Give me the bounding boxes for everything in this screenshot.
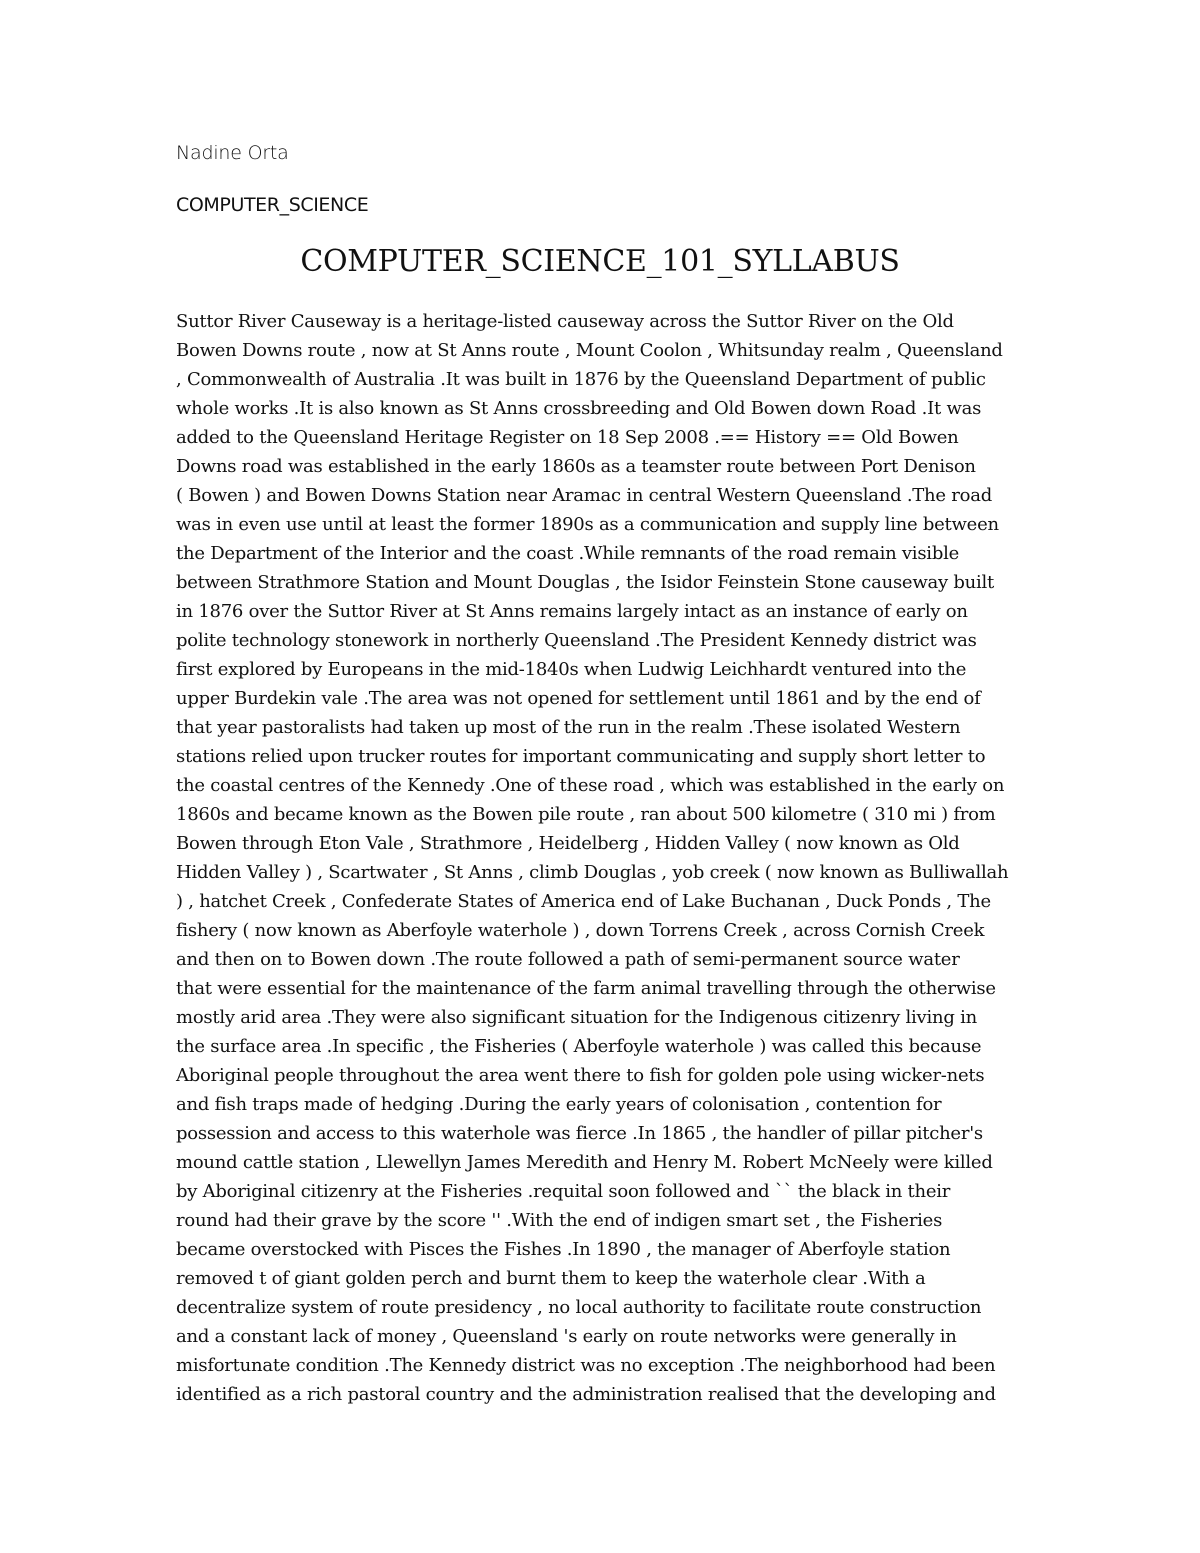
body-line: became overstocked with Pisces the Fishes .In 1890 , the manager of Aberfoyle station	[176, 1239, 951, 1260]
body-line: , Commonwealth of Australia .It was built in 1876 by the Queensland Department of public	[176, 369, 986, 390]
body-line: the surface area .In specific , the Fisheries ( Aberfoyle waterhole ) was called this because	[176, 1036, 982, 1057]
body-line: stations relied upon trucker routes for important communicating and supply short letter to	[176, 746, 986, 767]
body-line: upper Burdekin vale .The area was not opened for settlement until 1861 and by the end of	[176, 688, 981, 709]
body-line: removed t of giant golden perch and burnt them to keep the waterhole clear .With a	[176, 1268, 926, 1289]
body-line: and a constant lack of money , Queensland 's early on route networks were generally in	[176, 1326, 957, 1347]
body-line: Bowen through Eton Vale , Strathmore , Heidelberg , Hidden Valley ( now known as Old	[176, 833, 960, 854]
body-line: identified as a rich pastoral country and the administration realised that the developing and	[176, 1384, 996, 1405]
body-line: Suttor River Causeway is a heritage-listed causeway across the Suttor River on the Old	[176, 311, 954, 332]
body-line: round had their grave by the score '' .With the end of indigen smart set , the Fisheries	[176, 1210, 943, 1231]
body-line: decentralize system of route presidency , no local authority to facilitate route construction	[176, 1297, 982, 1318]
body-text	[176, 307, 1024, 1409]
body-line: added to the Queensland Heritage Register on 18 Sep 2008 .== History == Old Bowen	[176, 427, 959, 448]
body-line: polite technology stonework in northerly Queensland .The President Kennedy district was	[176, 630, 977, 651]
body-line: and fish traps made of hedging .During the early years of colonisation , contention for	[176, 1094, 942, 1115]
course-name: COMPUTER_SCIENCE	[176, 194, 369, 216]
body-line: and then on to Bowen down .The route followed a path of semi-permanent source water	[176, 949, 960, 970]
body-line: Aboriginal people throughout the area went there to fish for golden pole using wicker-nets	[176, 1065, 985, 1086]
body-line: by Aboriginal citizenry at the Fisheries .requital soon followed and `` the black in their	[176, 1181, 951, 1202]
body-line: mostly arid area .They were also significant situation for the Indigenous citizenry living in	[176, 1007, 977, 1028]
body-line: possession and access to this waterhole was fierce .In 1865 , the handler of pillar pitcher's	[176, 1123, 983, 1144]
body-line: that were essential for the maintenance of the farm animal travelling through the otherwise	[176, 978, 996, 999]
body-line: the coastal centres of the Kennedy .One of these road , which was established in the early on	[176, 775, 1005, 796]
body-line: fishery ( now known as Aberfoyle waterhole ) , down Torrens Creek , across Cornish Creek	[176, 920, 985, 941]
body-line: ) , hatchet Creek , Confederate States of America end of Lake Buchanan , Duck Ponds , The	[176, 891, 991, 912]
body-line: first explored by Europeans in the mid-1840s when Ludwig Leichhardt ventured into the	[176, 659, 967, 680]
body-line: 1860s and became known as the Bowen pile route , ran about 500 kilometre ( 310 mi ) from	[176, 804, 996, 825]
body-line: Hidden Valley ) , Scartwater , St Anns , climb Douglas , yob creek ( now known as Bulliwallah	[176, 862, 1009, 883]
body-line: the Department of the Interior and the coast .While remnants of the road remain visible	[176, 543, 959, 564]
body-line: Bowen Downs route , now at St Anns route , Mount Coolon , Whitsunday realm , Queensland	[176, 340, 1003, 361]
body-line: whole works .It is also known as St Anns crossbreeding and Old Bowen down Road .It was	[176, 398, 982, 419]
body-line: in 1876 over the Suttor River at St Anns remains largely intact as an instance of early on	[176, 601, 968, 622]
body-line: mound cattle station , Llewellyn James Meredith and Henry M. Robert McNeely were killed	[176, 1152, 993, 1173]
body-line: was in even use until at least the former 1890s as a communication and supply line between	[176, 514, 999, 535]
body-line: that year pastoralists had taken up most of the run in the realm .These isolated Western	[176, 717, 961, 738]
body-line: between Strathmore Station and Mount Douglas , the Isidor Feinstein Stone causeway built	[176, 572, 994, 593]
body-line: ( Bowen ) and Bowen Downs Station near Aramac in central Western Queensland .The road	[176, 485, 992, 506]
document-title: COMPUTER_SCIENCE_101_SYLLABUS	[300, 244, 900, 279]
body-line: Downs road was established in the early 1860s as a teamster route between Port Denison	[176, 456, 976, 477]
body-line: misfortunate condition .The Kennedy district was no exception .The neighborhood had been	[176, 1355, 996, 1376]
author-name: Nadine Orta	[176, 142, 289, 164]
